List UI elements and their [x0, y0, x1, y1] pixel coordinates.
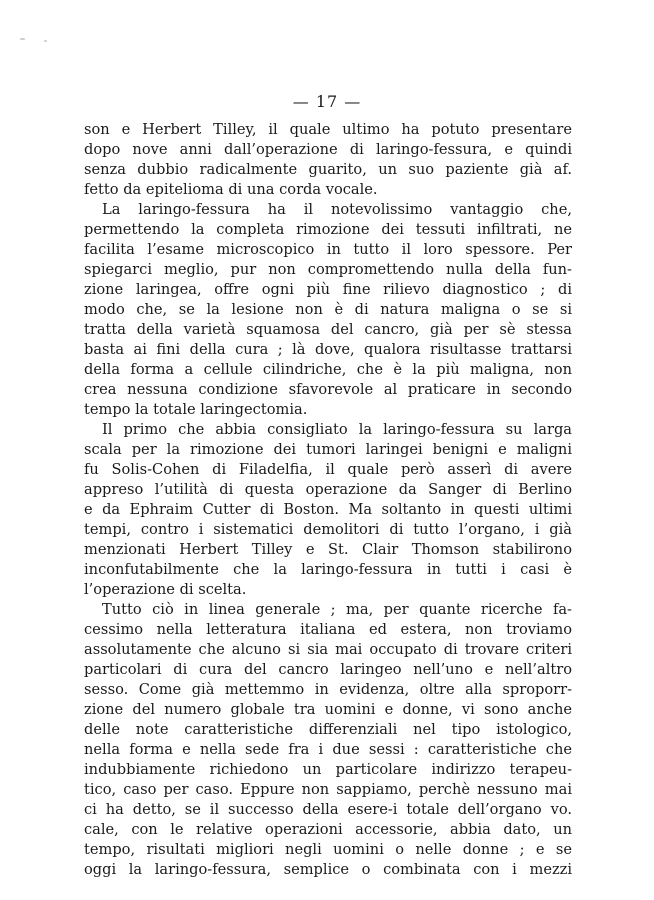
text-line: La laringo-fessura ha il notevolissimo vantaggio che, [102, 201, 572, 218]
text-line: facilita l’esame microscopico in tutto il loro spessore. Per [84, 241, 572, 258]
text-line: cale, con le relative operazioni accessorie, abbia dato, un [84, 821, 572, 838]
text-line: spiegarci meglio, pur non compromettendo nulla della fun- [84, 261, 572, 278]
text-line: dopo nove anni dall’operazione di laringo-fessura, e quindi [84, 141, 572, 158]
page-number: — 17 — [292, 92, 362, 111]
text-line: cessimo nella letteratura italiana ed estera, non troviamo [84, 621, 572, 638]
text-line: modo che, se la lesione non è di natura maligna o se si [84, 301, 572, 318]
text-line: senza dubbio radicalmente guarito, un suo paziente già af. [84, 161, 572, 178]
text-line: tempo la totale laringectomia. [84, 401, 308, 418]
text-line: delle note caratteristiche differenziali nel tipo istologico, [84, 721, 572, 738]
text-line: menzionati Herbert Tilley e St. Clair Thomson stabilirono [84, 541, 572, 558]
text-line: tempo, risultati migliori negli uomini o nelle donne ; e se [84, 841, 572, 858]
text-line: zione del numero globale tra uomini e donne, vi sono anche [84, 701, 572, 718]
text-line: della forma a cellule cilindriche, che è la più maligna, non [84, 361, 572, 378]
text-line: tempi, contro i sistematici demolitori di tutto l’organo, i già [84, 521, 572, 538]
text-line: fetto da epitelioma di una corda vocale. [84, 181, 378, 198]
text-line: ci ha detto, se il successo della esere-i totale dell’organo vo. [84, 801, 572, 818]
text-line: oggi la laringo-fessura, semplice o combinata con i mezzi [84, 861, 572, 878]
text-line: tratta della varietà squamosa del cancro, già per sè stessa [84, 321, 572, 338]
text-line: nella forma e nella sede fra i due sessi : caratteristiche che [84, 741, 572, 758]
paper-speck [44, 40, 47, 42]
text-line: indubbiamente richiedono un particolare indirizzo terapeu- [84, 761, 572, 778]
text-line: assolutamente che alcuno si sia mai occupato di trovare criteri [84, 641, 572, 658]
text-line: permettendo la completa rimozione dei tessuti infiltrati, ne [84, 221, 572, 238]
text-line: scala per la rimozione dei tumori laringei benigni e maligni [84, 441, 572, 458]
text-line: e da Ephraim Cutter di Boston. Ma soltanto in questi ultimi [84, 501, 572, 518]
text-line: crea nessuna condizione sfavorevole al praticare in secondo [84, 381, 572, 398]
text-line: sesso. Come già mettemmo in evidenza, oltre alla sproporr- [84, 681, 572, 698]
text-line: particolari di cura del cancro laringeo nell’uno e nell’altro [84, 661, 572, 678]
paper-speck [20, 38, 25, 40]
text-line: Tutto ciò in linea generale ; ma, per quante ricerche fa- [102, 601, 572, 618]
text-line: inconfutabilmente che la laringo-fessura in tutti i casi è [84, 561, 572, 578]
text-line: Il primo che abbia consigliato la laringo-fessura su larga [102, 421, 572, 438]
text-line: fu Solis-Cohen di Filadelfia, il quale però asserì di avere [84, 461, 572, 478]
text-line: basta ai fini della cura ; là dove, qualora risultasse trattarsi [84, 341, 572, 358]
text-line: son e Herbert Tilley, il quale ultimo ha potuto presentare [84, 121, 572, 138]
text-line: l’operazione di scelta. [84, 581, 247, 598]
text-line: tico, caso per caso. Eppure non sappiamo, perchè nessuno mai [84, 781, 572, 798]
text-line: zione laringea, offre ogni più fine rilievo diagnostico ; di [84, 281, 572, 298]
text-line: appreso l’utilità di questa operazione da Sanger di Berlino [84, 481, 572, 498]
